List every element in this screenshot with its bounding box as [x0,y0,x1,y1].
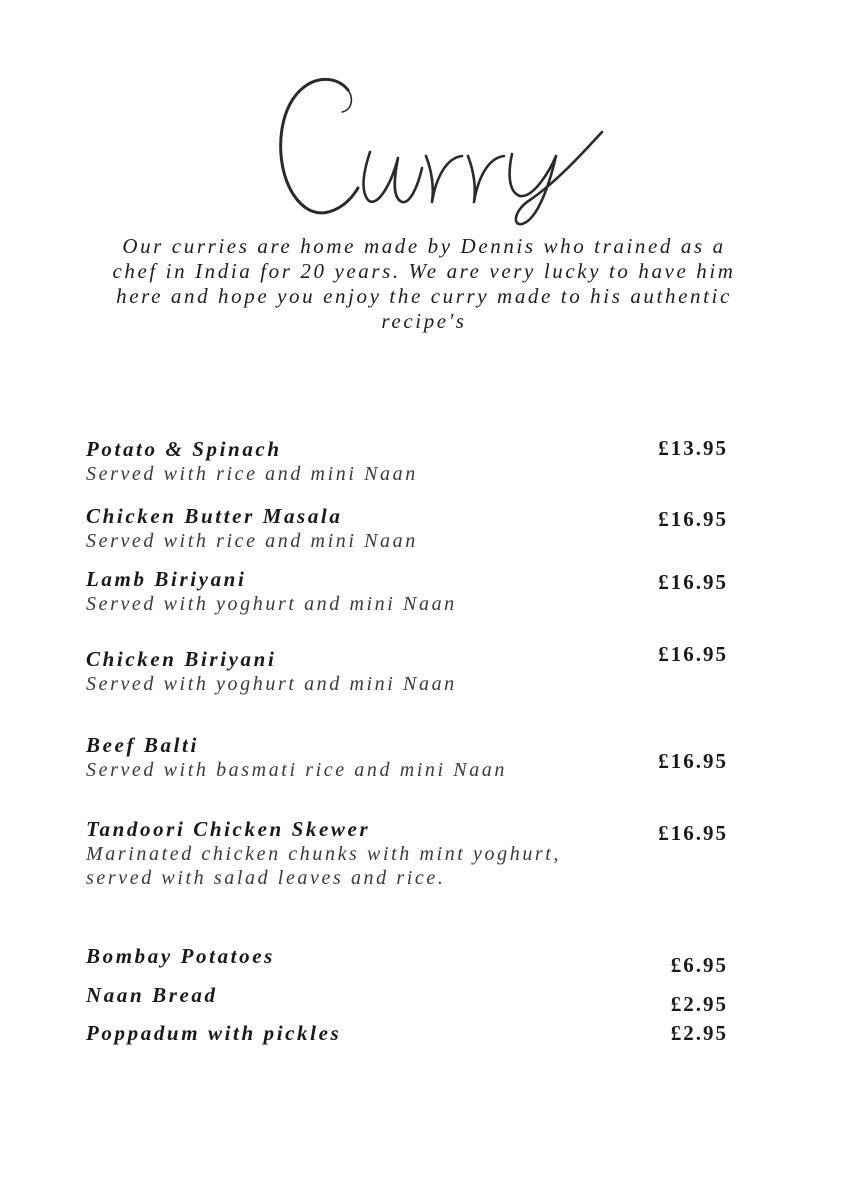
item-description: Served with yoghurt and mini Naan [86,673,457,695]
side-item [86,1020,736,1046]
menu-item [86,816,736,890]
item-name: Beef Balti [86,733,199,757]
item-description: Marinated chicken chunks with mint yoghurt, [86,843,562,865]
item-price: £16.95 [658,642,728,666]
item-description: Served with yoghurt and mini Naan [86,593,457,615]
item-price: £16.95 [658,570,728,594]
item-name: Chicken Butter Masala [86,504,343,528]
menu-title [250,60,630,230]
item-description: Served with rice and mini Naan [86,530,418,552]
item-description-line-2: served with salad leaves and rice. [86,867,446,889]
item-price: £16.95 [658,821,728,845]
side-price: £6.95 [670,953,728,977]
item-name: Lamb Biriyani [86,567,247,591]
item-name: Chicken Biriyani [86,647,277,671]
side-name: Naan Bread [86,983,218,1007]
side-name: Poppadum with pickles [86,1021,342,1045]
item-price: £16.95 [658,507,728,531]
curry-script-title [250,60,630,230]
side-item [86,943,736,969]
intro-text: Our curries are home made by Dennis who trained as a chef in India for 20 years. We are very lucky to have him here and hope you enjoy the curry made to his authentic recipe's [112,234,736,333]
side-price: £2.95 [670,1021,728,1045]
side-item [86,982,736,1008]
item-description: Served with basmati rice and mini Naan [86,759,507,781]
item-price: £16.95 [658,749,728,773]
menu-item [86,646,736,696]
item-price: £13.95 [658,436,728,460]
menu-item [86,503,736,553]
item-description: Served with rice and mini Naan [86,463,418,485]
side-price: £2.95 [670,992,728,1016]
side-name: Bombay Potatoes [86,944,275,968]
menu-item [86,566,736,616]
menu-item [86,436,736,486]
item-name: Tandoori Chicken Skewer [86,817,371,841]
item-name: Potato & Spinach [86,437,282,461]
menu-item [86,732,736,782]
